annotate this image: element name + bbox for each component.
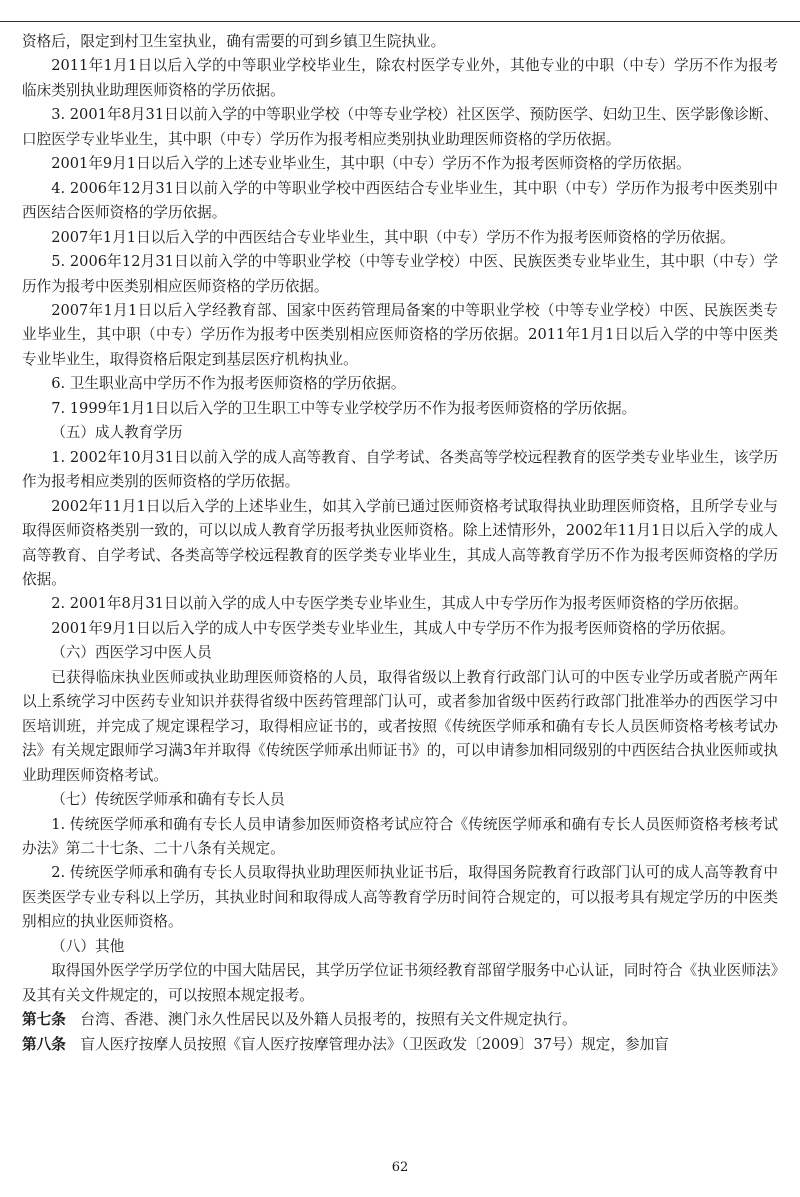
paragraph: 2. 2001年8月31日以前入学的成人中专医学类专业毕业生，其成人中专学历作为报考医师资格的学历依据。 (51, 595, 748, 613)
paragraph: 2. 传统医学师承和确有专长人员取得执业助理医师执业证书后，取得国务院教育行政部门认可的成人高等教育中医类医学专业专科以上学历，其执业时间和取得成人高等教育学历时间符合规定的，可以报考具有规定学历的中医类别相应的执业医师资格。 (22, 864, 778, 931)
paragraph: 5. 2006年12月31日以前入学的中等职业学校（中等专业学校）中医、民族医类专业毕业生，其中职（中专）学历作为报考中医类别相应医师资格的学历依据。 (22, 253, 778, 295)
paragraph: 2007年1月1日以后入学的中西医结合专业毕业生，其中职（中专）学历不作为报考医师资格的学历依据。 (51, 228, 735, 246)
article-paragraph (22, 1008, 778, 1032)
section-heading: （七）传统医学师承和确有专长人员 (51, 791, 285, 809)
paragraph: 2007年1月1日以后入学经教育部、国家中医药管理局备案的中等职业学校（中等专业学校）中医、民族医类专业毕业生，其中职（中专）学历作为报考中医类别相应医师资格的学历依据。2011年1月1日以后入学的中等中医类专业毕业生，取得资格后限定到基层医疗机构执业。 (22, 301, 778, 368)
paragraph: 1. 传统医学师承和确有专长人员申请参加医师资格考试应符合《传统医学师承和确有专长人员医师资格考核考试办法》第二十七条、二十八条有关规定。 (22, 815, 778, 857)
article-heading: 第八条 (22, 1035, 66, 1053)
paragraph: 1. 2002年10月31日以前入学的成人高等教育、自学考试、各类高等学校远程教育的医学类专业毕业生，该学历作为报考相应类别的医师资格的学历依据。 (22, 448, 778, 491)
paragraph: 2002年11月1日以后入学的上述毕业生，如其入学前已通过医师资格考试取得执业助理医师资格，且所学专业与取得医师资格类别一致的，可以以成人教育学历报考执业医师资格。除上述情形外，2002年11月1日以后入学的成人高等教育、自学考试、各类高等学校远程教育的医学类专业毕业生，其成人高等教育学历不作为报考医师资格的学历依据。 (22, 497, 778, 588)
section-heading: （八）其他 (51, 937, 125, 955)
page-number: 62 (391, 1160, 409, 1175)
paragraph: 已获得临床执业医师或执业助理医师资格的人员，取得省级以上教育行政部门认可的中医专业学历或者脱产两年以上系统学习中医药专业知识并获得省级中医药管理部门认可，或者参加省级中医药行政部门批准举办的西医学习中医培训班，并完成了规定课程学习，取得相应证书的，或者按照《传统医学师承和确有专长人员医师资格考核考试办法》有关规定跟师学习满3年并取得《传统医学师承出师证书》的，可以申请参加相同级别的中西医结合执业医师或执业助理医师资格考试。 (22, 668, 778, 784)
paragraph: 7. 1999年1月1日以后入学的卫生职工中等专业学校学历不作为报考医师资格的学历依据。 (51, 399, 637, 417)
article-paragraph (22, 1033, 778, 1057)
header-rule (0, 21, 800, 22)
document-body (22, 30, 778, 1057)
paragraph: 资格后，限定到村卫生室执业，确有需要的可到乡镇卫生院执业。 (22, 33, 446, 50)
article-heading: 第七条 (22, 1011, 66, 1029)
section-heading: （五）成人教育学历 (51, 424, 183, 442)
paragraph: 2001年9月1日以后入学的成人中专医学类专业毕业生，其成人中专学历不作为报考医师资格的学历依据。 (51, 619, 735, 637)
paragraph: 取得国外医学学历学位的中国大陆居民，其学历学位证书须经教育部留学服务中心认证，同时符合《执业医师法》及其有关文件规定的，可以按照本规定报考。 (22, 962, 778, 1004)
article-text: 台湾、香港、澳门永久性居民以及外籍人员报考的，按照有关文件规定执行。 (80, 1011, 577, 1029)
paragraph: 6. 卫生职业高中学历不作为报考医师资格的学历依据。 (51, 375, 406, 393)
paragraph: 4. 2006年12月31日以前入学的中等职业学校中西医结合专业毕业生，其中职（中专）学历作为报考中医类别中西医结合医师资格的学历依据。 (22, 179, 778, 222)
paragraph: 2011年1月1日以后入学的中等职业学校毕业生，除农村医学专业外，其他专业的中职（中专）学历不作为报考临床类别执业助理医师资格的学历依据。 (22, 57, 778, 99)
paragraph: 3. 2001年8月31日以前入学的中等职业学校（中等专业学校）社区医学、预防医学、妇幼卫生、医学影像诊断、口腔医学专业毕业生，其中职（中专）学历作为报考相应类别执业助理医师资格的学历依据。 (22, 106, 778, 148)
article-text: 盲人医疗按摩人员按照《盲人医疗按摩管理办法》（卫医政发〔2009〕37号）规定，参加盲 (80, 1035, 669, 1053)
section-heading: （六）西医学习中医人员 (51, 644, 212, 662)
paragraph: 2001年9月1日以后入学的上述专业毕业生，其中职（中专）学历不作为报考医师资格的学历依据。 (51, 155, 691, 173)
